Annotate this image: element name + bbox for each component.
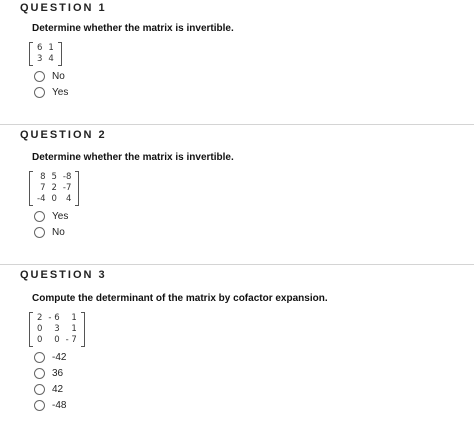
matrix-cell: 0 [54,335,60,345]
question-3-option-b[interactable] [34,366,63,380]
question-3-option-a[interactable] [34,350,66,364]
matrix-cell: -7 [62,183,72,193]
question-2-prompt: Determine whether the matrix is invertible. [32,152,234,163]
matrix-cell: 2 [51,183,57,193]
question-1-option-no[interactable] [34,69,65,83]
option-label: Yes [52,210,69,222]
radio-button[interactable] [34,227,45,238]
question-divider [0,124,474,125]
matrix-right-bracket [81,312,85,347]
matrix-cell: 4 [65,194,72,204]
matrix-cell: 6 [37,43,43,53]
matrix-cell: 2 [37,313,43,323]
question-3-option-c[interactable] [34,382,63,396]
matrix-cell: 5 [51,172,57,182]
matrix-cell: 1 [48,43,54,53]
radio-button[interactable] [34,384,45,395]
matrix-cell: 0 [37,324,43,334]
matrix-right-bracket [75,171,79,206]
matrix-cell: 1 [71,324,77,334]
question-2-title: QUESTION 2 [20,129,107,141]
question-2-matrix [29,171,79,206]
matrix-left-bracket [29,312,33,347]
option-label: 36 [52,367,64,379]
option-label: -48 [52,399,67,411]
matrix-cell: 0 [37,335,43,345]
matrix-cell: 7 [40,183,46,193]
question-3-matrix [29,312,85,347]
matrix-cell: 1 [71,313,77,323]
question-1-title: QUESTION 1 [20,2,107,14]
question-3-prompt: Compute the determinant of the matrix by cofactor expansion. [32,293,328,304]
matrix-cell: 4 [48,54,54,64]
matrix-right-bracket [58,42,62,66]
matrix-cell: - 7 [65,335,77,345]
question-3-option-d[interactable] [34,398,66,412]
option-label: No [52,70,65,82]
option-label: No [52,226,65,238]
matrix-cell: 8 [40,172,46,182]
radio-button[interactable] [34,71,45,82]
matrix-cell: -4 [37,194,46,204]
matrix-cell: 0 [51,194,57,204]
matrix-left-bracket [29,171,33,206]
option-label: 42 [52,383,64,395]
radio-button[interactable] [34,352,45,363]
matrix-left-bracket [29,42,33,66]
question-2-option-yes[interactable] [34,209,68,223]
option-label: Yes [52,86,69,98]
question-2-option-no[interactable] [34,225,65,239]
radio-button[interactable] [34,368,45,379]
matrix-cell: - 6 [48,313,60,323]
question-1-option-yes[interactable] [34,85,68,99]
question-1-prompt: Determine whether the matrix is invertible. [32,23,234,34]
matrix-cell: 3 [37,54,43,64]
radio-button[interactable] [34,87,45,98]
matrix-cell: -8 [62,172,72,182]
option-label: -42 [52,351,67,363]
matrix-cell: 3 [54,324,60,334]
question-1-matrix [29,42,62,66]
question-3-title: QUESTION 3 [20,269,107,281]
question-divider [0,264,474,265]
radio-button[interactable] [34,400,45,411]
radio-button[interactable] [34,211,45,222]
